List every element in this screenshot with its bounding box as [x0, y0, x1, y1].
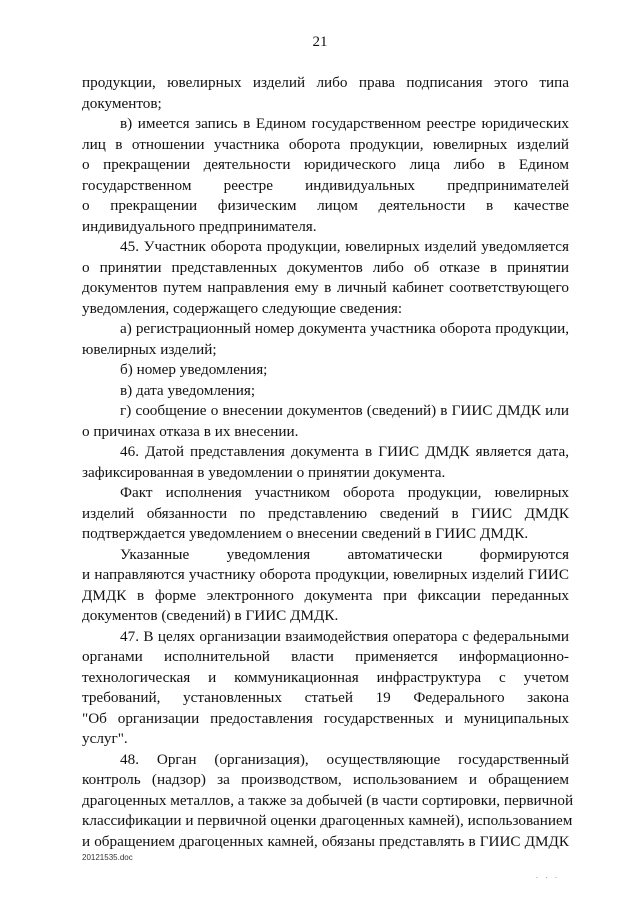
text-line: продукции, ювелирных изделий либо права подписания этого типа	[82, 74, 569, 91]
text-line: в) дата уведомления;	[120, 381, 256, 399]
document-body	[82, 73, 574, 852]
text-line: ДМДК в форме электронного документа при фиксации переданных	[82, 586, 569, 604]
text-line: б) номер уведомления;	[120, 361, 268, 378]
footer-filename: 20121535.doc	[82, 853, 133, 862]
text-line: 47. В целях организации взаимодействия оператора с федеральными	[120, 627, 569, 645]
text-line: в) имеется запись в Едином государственном реестре юридических	[120, 115, 569, 132]
text-line: подтверждается уведомлением о внесении сведений в ГИИС ДМДК.	[82, 525, 529, 542]
text-line: о принятии представленных документов либо об отказе в принятии	[82, 258, 569, 276]
text-line: г) сообщение о внесении документов (сведений) в ГИИС ДМДК или	[120, 402, 569, 419]
text-line: лиц в отношении участника оборота продукции, ювелирных изделий	[82, 135, 569, 153]
text-line: технологическая и коммуникационная инфраструктура с учетом	[82, 668, 569, 686]
text-line: услуг".	[82, 730, 128, 747]
page-number: 21	[312, 34, 328, 50]
text-line: о причинах отказа в их внесении.	[82, 422, 299, 440]
text-line: 45. Участник оборота продукции, ювелирных изделий уведомляется	[120, 238, 569, 255]
text-line: документов;	[82, 94, 162, 112]
text-line: классификации и первичной оценки драгоценных камней), использованием	[82, 812, 573, 829]
text-line: органами исполнительной власти применяется информационно-	[82, 648, 569, 665]
text-line: изделий обязанности по представлению сведений в ГИИС ДМДК	[82, 504, 569, 522]
text-line: ювелирных изделий;	[82, 340, 217, 358]
text-line: 48. Орган (организация), осуществляющие государственный	[120, 750, 569, 768]
text-line: "Об организации предоставления государственных и муниципальных	[82, 709, 569, 727]
text-line: зафиксированная в уведомлении о принятии документа.	[82, 463, 446, 481]
bottom-mark: . . .	[536, 872, 560, 880]
text-line: требований, установленных статьей 19 Федерального закона	[82, 689, 569, 706]
text-line: Факт исполнения участником оборота продукции, ювелирных	[120, 484, 569, 501]
text-line: 46. Датой представления документа в ГИИС ДМДК является дата,	[120, 443, 569, 460]
text-line: и обращением драгоценных камней, обязаны представлять в ГИИС ДМДК	[82, 832, 569, 850]
text-line: индивидуального предпринимателя.	[82, 217, 317, 235]
text-line: а) регистрационный номер документа участника оборота продукции,	[120, 320, 569, 337]
text-line: и направляются участнику оборота продукции, ювелирных изделий ГИИС	[82, 566, 569, 583]
text-line: уведомления, содержащего следующие сведения:	[82, 299, 403, 317]
text-line: документов (сведений) в ГИИС ДМДК.	[82, 607, 339, 624]
text-line: контроль (надзор) за производством, использованием и обращением	[82, 771, 569, 788]
text-line: драгоценных металлов, а также за добычей (в части сортировки, первичной	[82, 791, 574, 809]
text-line: о прекращении деятельности юридического лица либо в Едином	[82, 156, 569, 173]
text-line: государственном реестре индивидуальных предпринимателей	[82, 176, 569, 194]
text-line: о прекращении физическим лицом деятельности в качестве	[82, 197, 569, 214]
text-line: Указанные уведомления автоматически формируются	[120, 545, 569, 563]
text-line: документов путем направления ему в личный кабинет соответствующего	[82, 279, 569, 296]
